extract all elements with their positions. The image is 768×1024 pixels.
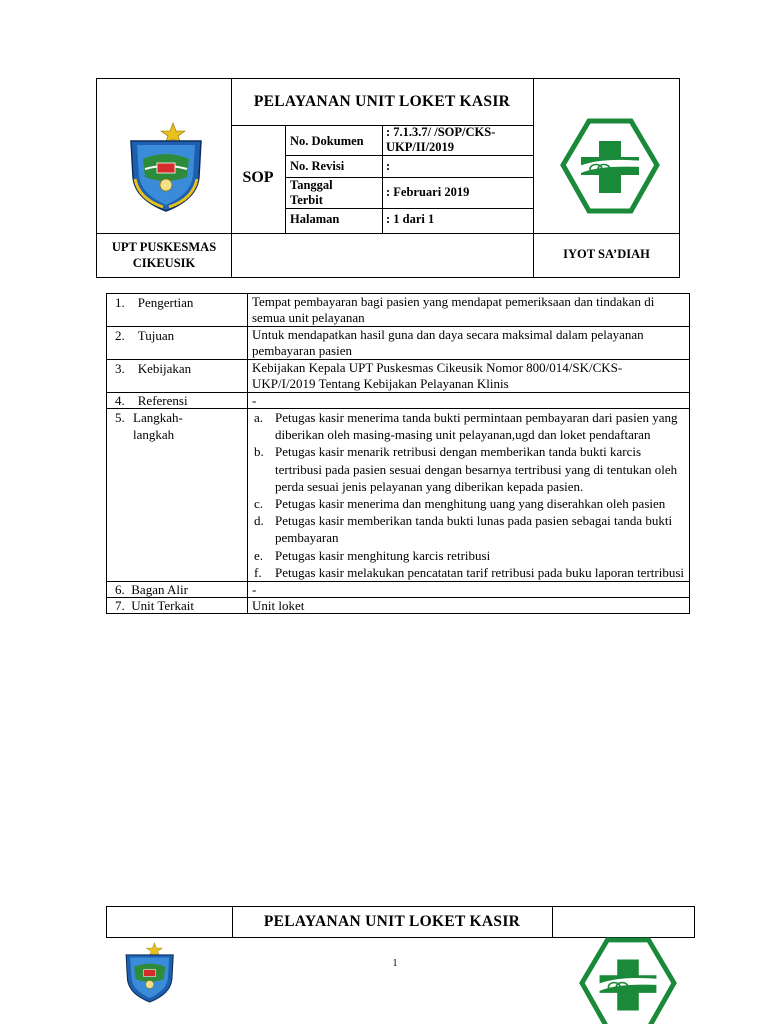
row-content: Kebijakan Kepala UPT Puskesmas Cikeusik Nomor 800/014/SK/CKS-UKP/I/2019 Tentang Kebijakan Pelayanan Klinis <box>248 360 690 393</box>
row-number: 6. <box>115 582 125 598</box>
list-item <box>252 547 685 564</box>
list-item <box>252 409 685 443</box>
list-item <box>252 443 685 495</box>
meta-value-dokumen: : 7.1.3.7/ /SOP/CKS-UKP/II/2019 <box>386 125 496 154</box>
row-number: 7. <box>115 598 125 614</box>
step-letter: c. <box>254 496 264 512</box>
step-text: Petugas kasir menghitung karcis retribusi <box>275 547 491 563</box>
meta-label-revisi: No. Revisi <box>290 159 345 173</box>
steps-list <box>252 409 685 581</box>
meta-value-tanggal: : Februari 2019 <box>386 185 470 199</box>
regency-emblem-icon <box>118 940 180 1024</box>
table-row <box>107 393 690 409</box>
list-item <box>252 512 685 546</box>
sop-content-table <box>106 293 690 614</box>
meta-value-revisi: : <box>386 159 391 173</box>
row-label: Kebijakan <box>137 361 192 376</box>
step-letter: e. <box>254 547 264 563</box>
next-page-header <box>106 906 695 938</box>
step-text: Petugas kasir menerima dan menghitung uang yang diserahkan oleh pasien <box>275 496 666 512</box>
row-number: 5. <box>115 410 125 425</box>
sop-label: SOP <box>242 169 274 186</box>
row-content: Tempat pembayaran bagi pasien yang mendapat pemeriksaan dan tindakan di semua unit pelayanan <box>248 294 690 327</box>
page-title: PELAYANAN UNIT LOKET KASIR <box>253 93 511 110</box>
row-label: Langkah-langkah <box>133 410 183 443</box>
table-row <box>107 360 690 393</box>
row-number: 2. <box>115 328 125 343</box>
table-row <box>107 582 690 598</box>
step-letter: b. <box>254 444 264 460</box>
row-label: Referensi <box>137 393 188 408</box>
next-page-title: PELAYANAN UNIT LOKET KASIR <box>263 913 521 930</box>
puskesmas-logo-icon <box>559 117 661 217</box>
step-text: Petugas kasir memberikan tanda bukti lunas pada pasien sebagai tanda bukti pembayaran <box>275 513 673 546</box>
row-content: Untuk mendapatkan hasil guna dan daya secara maksimal dalam pelayanan pembayaran pasien <box>248 327 690 360</box>
signatory-name: IYOT SA’DIAH <box>563 247 650 261</box>
row-content: - <box>248 393 690 409</box>
meta-label-halaman: Halaman <box>290 212 340 226</box>
list-item <box>252 495 685 512</box>
regency-emblem-icon <box>119 119 211 214</box>
step-text: Petugas kasir menarik retribusi dengan memberikan tanda bukti karcis tertribusi pada pasien sesuai dengan besarnya tertribusi yang di tentukan oleh perda sesuai jenis pelayanan yang diberikan kepada pasien. <box>275 444 678 494</box>
row-number: 4. <box>115 393 125 408</box>
row-label: Tujuan <box>137 328 175 343</box>
institution-name: UPT PUSKESMAS CIKEUSIK <box>111 240 217 270</box>
row-content-steps <box>248 409 690 582</box>
meta-label-dokumen: No. Dokumen <box>290 134 364 148</box>
step-letter: d. <box>254 513 264 529</box>
table-row <box>107 327 690 360</box>
puskesmas-logo-icon <box>578 936 678 1024</box>
step-letter: f. <box>254 564 262 580</box>
row-content: Unit loket <box>248 598 690 614</box>
table-row <box>107 598 690 614</box>
step-text: Petugas kasir melakukan pencatatan tarif retribusi pada buku laporan tertribusi <box>275 564 684 580</box>
meta-value-halaman: : 1 dari 1 <box>386 212 435 226</box>
table-row <box>107 294 690 327</box>
row-number: 1. <box>115 295 125 310</box>
row-label: Unit Terkait <box>131 598 195 614</box>
step-letter: a. <box>254 410 264 425</box>
row-number: 3. <box>115 361 125 376</box>
row-label: Pengertian <box>137 295 194 310</box>
sop-header <box>96 78 680 278</box>
page-number: 1 <box>392 958 398 969</box>
table-row <box>107 409 690 582</box>
row-label: Bagan Alir <box>131 582 188 598</box>
meta-label-tanggal: Tanggal Terbit <box>290 178 333 207</box>
row-content: - <box>248 582 690 598</box>
list-item <box>252 564 685 581</box>
step-text: Petugas kasir menerima tanda bukti permintaan pembayaran dari pasien yang diberikan oleh masing-masing unit pelayanan,ugd dan loket pendaftaran <box>275 410 678 443</box>
